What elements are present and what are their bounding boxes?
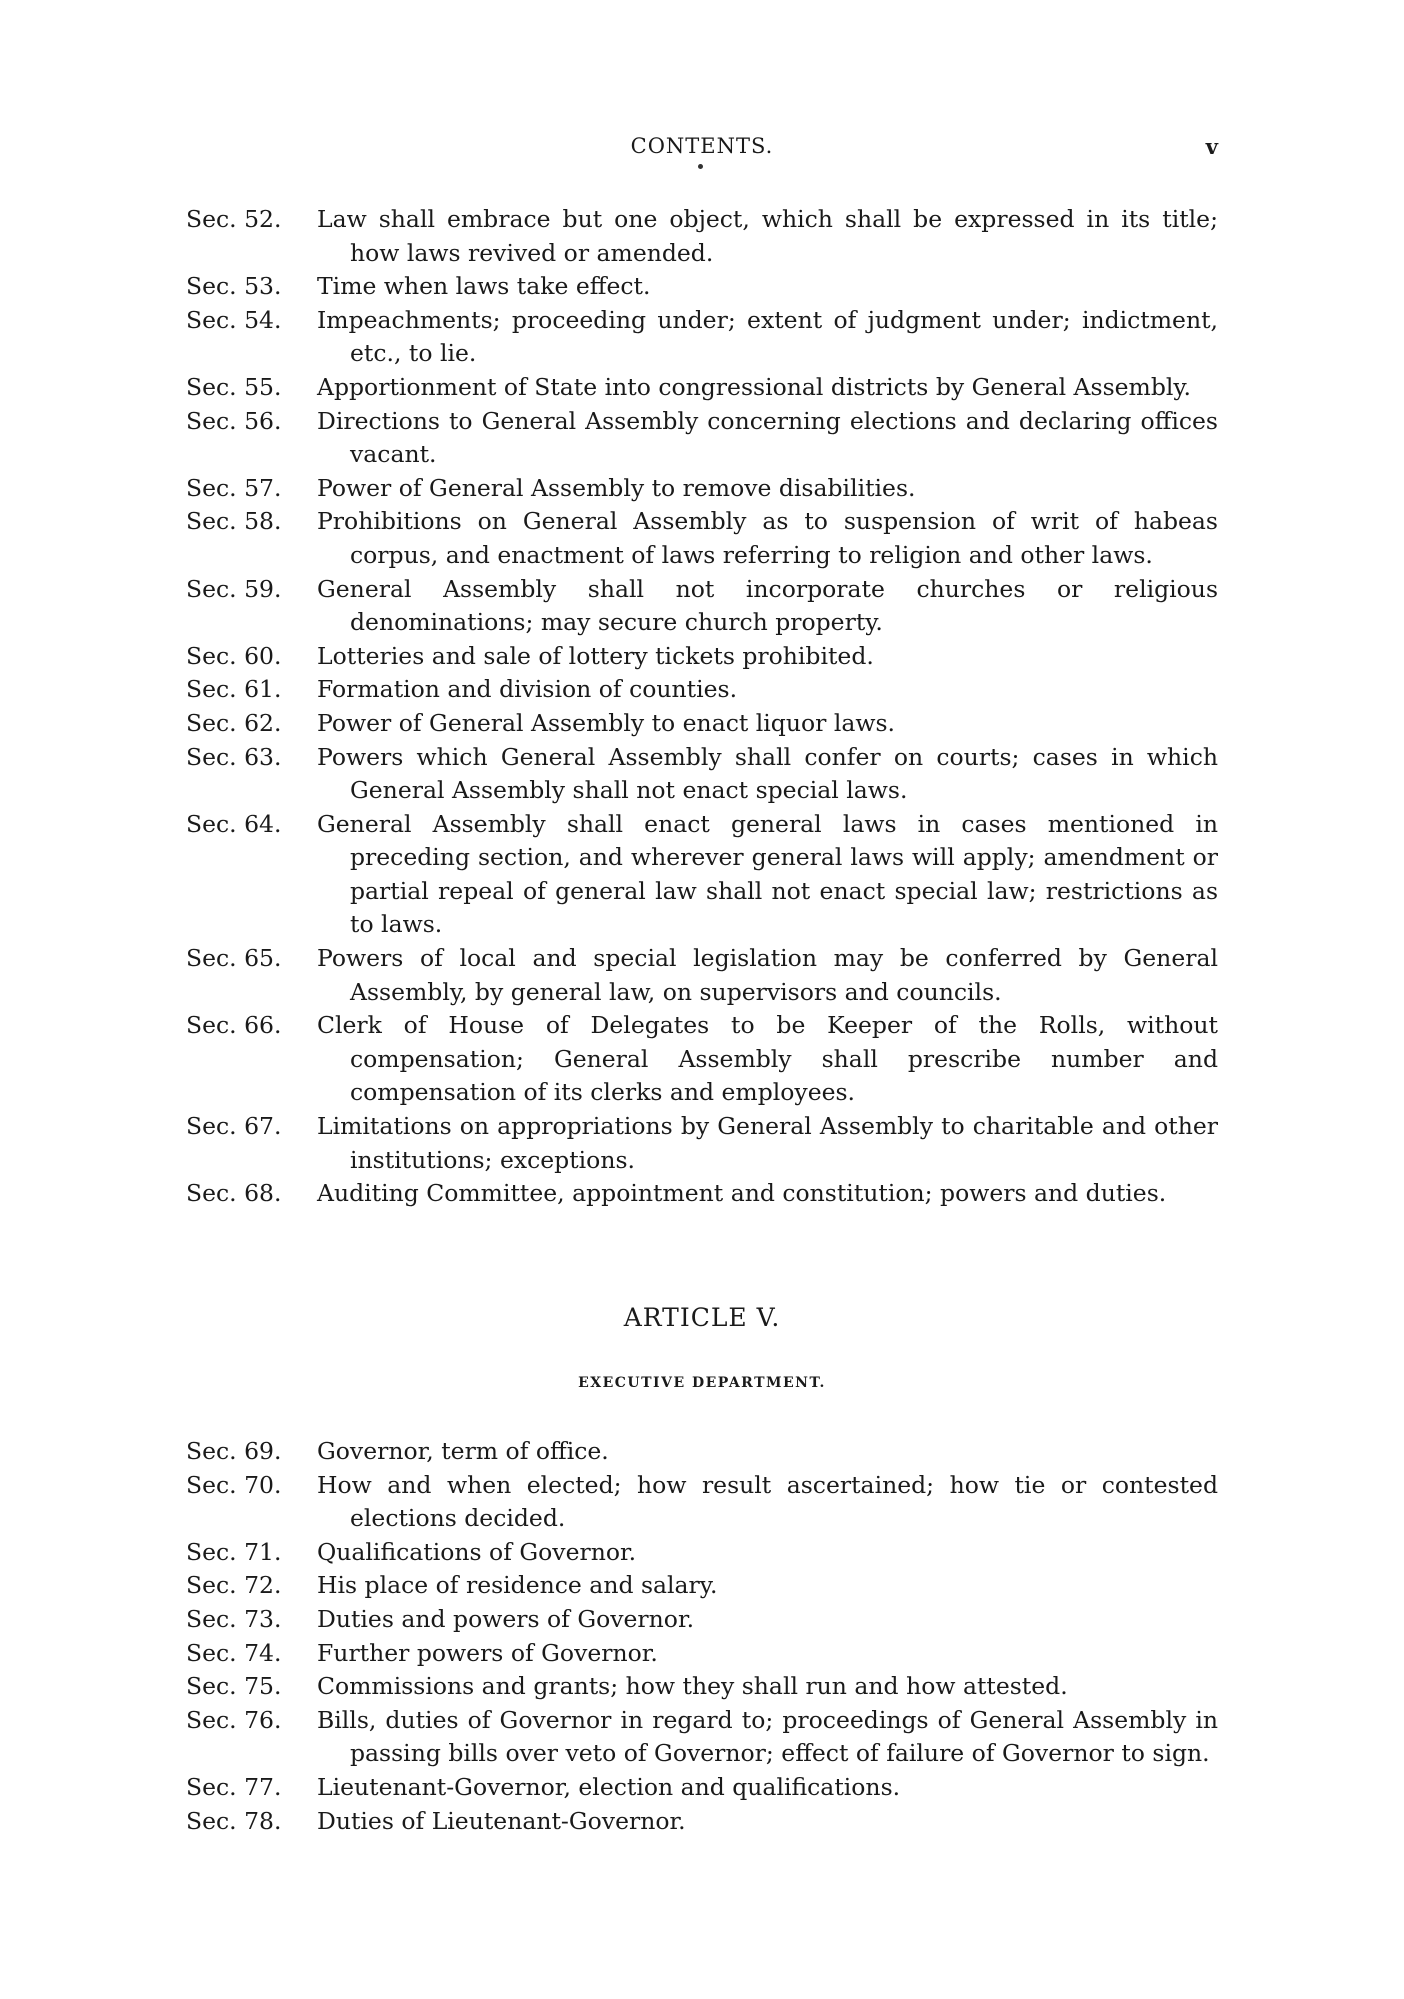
section-number: Sec. 68.: [186, 1179, 282, 1208]
section-description: Bills, duties of Governor in regard to; proceedings of General Assembly in passing bills over veto of Governor; effect of failure of Governor to sign.: [317, 1705, 1218, 1768]
section-description: Time when laws take effect.: [317, 272, 651, 301]
section-description: Formation and division of counties.: [317, 675, 738, 704]
contents-entry: [186, 707, 1218, 741]
contents-list-article-iv: [186, 203, 1218, 1211]
page-title: CONTENTS.: [630, 134, 774, 158]
contents-entry: [186, 1805, 1218, 1839]
print-mark: [698, 164, 703, 169]
section-description: Limitations on appropriations by General Assembly to charitable and other institutions; exceptions.: [317, 1112, 1218, 1174]
section-description: How and when elected; how result ascertained; how tie or contested elections decided.: [317, 1470, 1218, 1533]
contents-entry: [186, 1469, 1218, 1536]
section-description: Prohibitions on General Assembly as to suspension of writ of habeas corpus, and enactment of laws referring to religion and other laws.: [317, 507, 1218, 569]
section-number: Sec. 73.: [186, 1604, 282, 1633]
section-number: Sec. 69.: [186, 1437, 282, 1465]
section-number: Sec. 58.: [186, 507, 282, 536]
section-description: Powers of local and special legislation may be conferred by General Assembly, by general law, on supervisors and councils.: [317, 944, 1218, 1006]
section-number: Sec. 63.: [186, 742, 282, 771]
contents-entry: [186, 371, 1218, 405]
section-description: Qualifications of Governor.: [317, 1537, 637, 1566]
contents-entry: [186, 405, 1218, 472]
contents-entry: [186, 270, 1218, 304]
section-description: Impeachments; proceeding under; extent of judgment under; indictment, etc., to lie.: [317, 305, 1218, 368]
contents-list-article-v: [186, 1435, 1218, 1838]
contents-entry: [186, 1009, 1218, 1110]
section-number: Sec. 61.: [186, 675, 282, 704]
contents-entry: [186, 1670, 1218, 1704]
contents-entry: [186, 203, 1218, 270]
section-description: Lotteries and sale of lottery tickets prohibited.: [317, 641, 874, 670]
section-number: Sec. 62.: [186, 708, 282, 737]
section-number: Sec. 71.: [186, 1537, 282, 1566]
contents-entry: [186, 808, 1218, 942]
section-number: Sec. 56.: [186, 406, 282, 435]
section-description: Duties of Lieutenant-Governor.: [317, 1806, 686, 1835]
section-number: Sec. 55.: [186, 372, 282, 401]
section-number: Sec. 60.: [186, 641, 282, 670]
section-description: Power of General Assembly to remove disabilities.: [317, 473, 916, 502]
contents-entry: [186, 304, 1218, 371]
section-number: Sec. 76.: [186, 1705, 282, 1734]
section-number: Sec. 70.: [186, 1470, 282, 1499]
section-number: Sec. 78.: [186, 1806, 282, 1835]
contents-entry: [186, 640, 1218, 674]
page-header: [186, 134, 1218, 164]
contents-entry: [186, 573, 1218, 640]
section-description: His place of residence and salary.: [317, 1571, 718, 1600]
section-number: Sec. 66.: [186, 1011, 282, 1040]
section-number: Sec. 74.: [186, 1638, 282, 1667]
contents-entry: [186, 505, 1218, 572]
section-number: Sec. 54.: [186, 305, 282, 334]
section-description: Directions to General Assembly concerning elections and declaring offices vacant.: [317, 406, 1218, 469]
contents-entry: [186, 1435, 1218, 1469]
section-description: Clerk of House of Delegates to be Keeper of the Rolls, without compensation; General Assembly shall prescribe number and compensation of its clerks and employees.: [317, 1011, 1218, 1107]
section-number: Sec. 57.: [186, 473, 282, 502]
contents-entry: [186, 1637, 1218, 1671]
contents-entry: [186, 942, 1218, 1009]
section-description: General Assembly shall enact general laws in cases mentioned in preceding section, and wherever general laws will apply; amendment or partial repeal of general law shall not enact special law; restrictions as to laws.: [317, 809, 1218, 939]
section-description: Law shall embrace but one object, which shall be expressed in its title; how laws revived or amended.: [317, 205, 1218, 267]
section-number: Sec. 59.: [186, 574, 282, 603]
contents-entry: [186, 1771, 1218, 1805]
section-description: Apportionment of State into congressional districts by General Assembly.: [317, 372, 1192, 401]
contents-entry: [186, 472, 1218, 506]
section-description: Lieutenant-Governor, election and qualifications.: [317, 1772, 901, 1801]
section-number: Sec. 64.: [186, 809, 282, 838]
section-number: Sec. 75.: [186, 1672, 282, 1701]
article-heading: ARTICLE V.: [623, 1303, 781, 1332]
section-number: Sec. 52.: [186, 205, 282, 233]
contents-entry: [186, 1177, 1218, 1211]
contents-entry: [186, 1569, 1218, 1603]
section-number: Sec. 65.: [186, 944, 282, 973]
section-number: Sec. 67.: [186, 1112, 282, 1141]
section-number: Sec. 53.: [186, 272, 282, 301]
contents-entry: [186, 1704, 1218, 1771]
contents-entry: [186, 741, 1218, 808]
section-number: Sec. 77.: [186, 1772, 282, 1801]
article-subheading: EXECUTIVE DEPARTMENT.: [578, 1375, 826, 1391]
section-description: Governor, term of office.: [317, 1437, 609, 1465]
page-number: v: [1205, 134, 1218, 159]
section-description: Powers which General Assembly shall confer on courts; cases in which General Assembly shall not enact special laws.: [317, 742, 1218, 805]
contents-entry: [186, 673, 1218, 707]
section-description: General Assembly shall not incorporate churches or religious denominations; may secure church property.: [317, 574, 1218, 637]
section-description: Further powers of Governor.: [317, 1638, 658, 1667]
section-description: Duties and powers of Governor.: [317, 1604, 695, 1633]
contents-entry: [186, 1536, 1218, 1570]
section-number: Sec. 72.: [186, 1571, 282, 1600]
section-description: Power of General Assembly to enact liquor laws.: [317, 708, 896, 737]
section-description: Commissions and grants; how they shall run and how attested.: [317, 1672, 1068, 1701]
contents-entry: [186, 1603, 1218, 1637]
contents-entry: [186, 1110, 1218, 1177]
section-description: Auditing Committee, appointment and constitution; powers and duties.: [317, 1179, 1167, 1208]
